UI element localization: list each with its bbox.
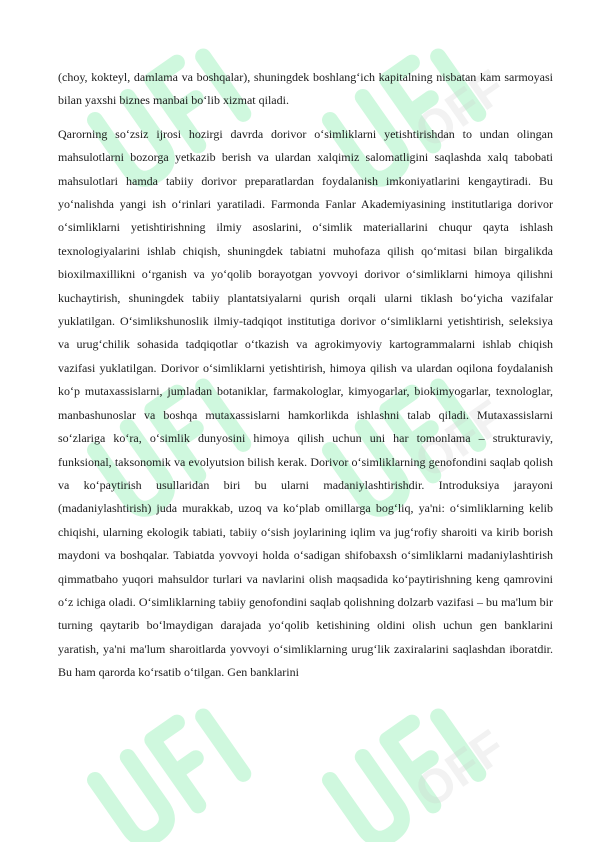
watermark-text: OFF xyxy=(405,720,515,820)
watermark-mark xyxy=(330,708,478,842)
watermark-mark xyxy=(95,708,243,842)
watermark-text: OFF xyxy=(405,390,515,490)
paragraph-1: (choy, kokteyl, damlama va boshqalar), shuningdek boshlang‘ich kapitalning nisbatan kam sarmoyasi bilan yaxshi biznes manbai bo‘lib xizmat qiladi. xyxy=(58,70,553,108)
paragraph-2: Qarorning so‘zsiz ijrosi hozirgi davrda dorivor o‘simliklarni yetishtirishdan to undan olingan mahsulotlarni bozorga yetkazib berish va ulardan xalqimiz salomatligini saqlashda xalq tabobati mahsulotlari hamda tabiiy dorivor preparatlardan foydalanish imkoniyatlarini kengaytiradi. Bu yo‘nalishda yangi ish o‘rinlari yaratiladi. Farmonda Fanlar Akademiyasining institutlariga dorivor o‘simliklarni yetishtirishning ilmiy asoslarini, o‘simlik materiallarini chuqur qayta ishlash texnologiyalarini ishlab chiqish, shuningdek tabiatni muhofaza qilish qo‘mitasi bilan birgalikda bioxilmaxillikni o‘rganish va yo‘qolib borayotgan yovvoyi dorivor o‘simliklarni himoya qilishni kuchaytirish, shuningdek tabiiy plantatsiyalarni qurish orqali ularni tiklash bo‘yicha vazifalar yuklatilgan. O‘simlikshunoslik ilmiy-tadqiqot institutiga dorivor o‘simliklarni yetishtirish, seleksiya va urug‘chilik sohasida tadqiqotlar o‘tkazish va agrokimyoviy kartogrammalarni ishlab chiqish vazifasi yuklatilgan. Dorivor o‘simliklarni yetishtirish, himoya qilish va ulardan oqilona foydalanish ko‘p mutaxassislarni, jumladan botaniklar, farmakologlar, kimyogarlar, biokimyogarlar, texnologlar, manbashunoslar va boshqa mutaxassislarni hamkorlikda ishlashni talab qiladi. Mutaxassislarni so‘zlariga ko‘ra, o‘simlik dunyosini himoya qilish uchun uni har tomonlama – strukturaviy, funksional, taksonomik va evolyutsion bilish kerak. Dorivor o‘simliklarning genofondini saqlab qolish va ko‘paytirish usullaridan biri bu ularni madaniylashtirishdir. Introduksiya jarayoni (madaniylashtirish) juda murakkab, uzoq va ko‘plab omillarga bog‘liq, ya'ni: o‘simliklarning kelib chiqishi, ularning ekologik tabiati, tabiiy o‘sish joylarining iqlim va jug‘rofiy sharoiti va kirib borish maydoni va boshqalar. Tabiatda yovvoyi holda o‘sadigan shifobaxsh o‘simliklarni madaniylashtirish qimmatbaho yuqori mahsuldor turlari va navlarini olish maqsadida ko‘paytirishning keng qamrovini o‘z ichiga oladi. O‘simliklarning tabiiy genofondini saqlab qolishning dolzarb vazifasi – bu ma'lum bir turning qaytarib bo‘lmaydigan darajada yo‘qolib ketishining oldini olish uchun gen banklarini yaratish, ya'ni ma'lum sharoitlarda yovvoyi o‘simliklarning urug‘lik zaxiralarini saqlashdan iboratdir. Bu ham qarorda ko‘rsatib o‘tilgan. Gen banklarini xyxy=(58,126,553,680)
document-body xyxy=(58,66,553,685)
watermark-text: OFF xyxy=(405,60,515,160)
